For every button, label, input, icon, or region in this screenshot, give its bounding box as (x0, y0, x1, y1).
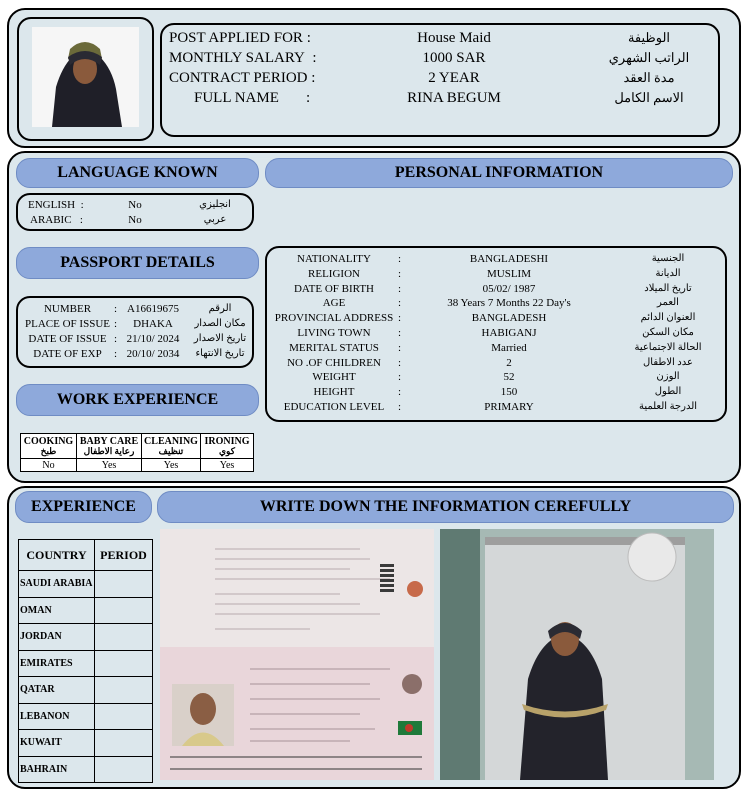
passport-number-value: A16619675 (127, 303, 179, 315)
personal-title: PERSONAL INFORMATION (265, 158, 733, 188)
lang-english-arabic: انجليزي (199, 199, 231, 210)
table-row: SAUDI ARABIA (19, 571, 153, 598)
table-row: JORDAN (19, 624, 153, 651)
skill-cooking-value: No (21, 459, 77, 472)
lang-arabic-label: ARABIC : (30, 214, 83, 226)
skill-babycare-value: Yes (77, 459, 142, 472)
table-row: BAHRAIN (19, 756, 153, 783)
table-row: KUWAIT (19, 730, 153, 757)
table-row: EMIRATES (19, 650, 153, 677)
experience-table (18, 539, 153, 783)
passport-issue-colon: : (114, 333, 118, 345)
skills-header-row (21, 434, 254, 459)
salary-arabic: الراتب الشهري (608, 50, 690, 65)
lang-arabic-arabic: عربي (203, 214, 227, 225)
candidate-photo (32, 27, 139, 127)
personal-row: MERITAL STATUS : Married الحالة الاجتماعية (289, 341, 702, 354)
passport-place-arabic: مكان الصدار (194, 318, 246, 329)
table-row: OMAN (19, 597, 153, 624)
period-header: PERIOD (95, 540, 153, 571)
passport-exp-colon: : (114, 348, 118, 360)
skills-table (20, 433, 254, 472)
experience-title: EXPERIENCE (15, 491, 152, 523)
country-header: COUNTRY (19, 540, 95, 571)
skill-ironing-value: Yes (201, 459, 254, 472)
fullname-colon: : (306, 90, 311, 106)
personal-row: EDUCATION LEVEL : PRIMARY الدرجة العلمية (283, 400, 698, 413)
passport-number-label: NUMBER (43, 303, 92, 315)
personal-row: DATE OF BIRTH : 05/02/ 1987 تاريخ الميلاد (293, 282, 692, 295)
lang-english-label: ENGLISH : (28, 199, 84, 211)
notice-title: WRITE DOWN THE INFORMATION CEREFULLY (157, 491, 734, 523)
passport-scan-image (160, 529, 434, 780)
contract-arabic: مدة العقد (623, 70, 675, 85)
passport-exp-arabic: تاريخ الانتهاء (195, 348, 245, 359)
salary-value: 1000 SAR (422, 50, 486, 66)
fullname-label: FULL NAME (194, 90, 279, 106)
passport-issue-value: 21/10/ 2024 (126, 333, 180, 345)
table-row: QATAR (19, 677, 153, 704)
passport-number-colon: : (114, 303, 118, 315)
passport-issue-arabic: تاريخ الاصدار (193, 333, 247, 344)
post-arabic: الوظيفة (627, 30, 671, 45)
personal-row: LIVING TOWN : HABIGANJ مكان السكن (297, 326, 694, 339)
fullname-value: RINA BEGUM (407, 90, 501, 106)
passport-place-colon: : (114, 318, 118, 330)
personal-rows (268, 252, 724, 415)
personal-row: NATIONALITY : BANGLADESHI الجنسية (297, 253, 685, 265)
post-value: House Maid (417, 30, 491, 46)
passport-number-arabic: الرقم (208, 303, 232, 314)
personal-row: WEIGHT : 52 الوزن (312, 371, 680, 384)
skill-babycare: BABY CARE رعاية الاطفال (77, 434, 142, 459)
passport-exp-value: 20/10/ 2034 (126, 348, 180, 360)
personal-row: NO .OF CHILDREN : 2 عدد الاطفال (287, 356, 693, 369)
experience-header-row (19, 540, 153, 571)
language-title: LANGUAGE KNOWN (16, 158, 259, 188)
skill-cleaning-value: Yes (142, 459, 201, 472)
passport-issue-label: DATE OF ISSUE (28, 333, 107, 345)
contract-value: 2 YEAR (428, 70, 480, 86)
passport-place-value: DHAKA (133, 318, 173, 330)
personal-row: RELIGION : MUSLIM الديانة (308, 267, 681, 280)
personal-row: PROVINCIAL ADDRESS : BANGLADESH العنوان الدائم (274, 312, 696, 325)
contract-label: CONTRACT PERIOD : (169, 70, 316, 86)
table-row: LEBANON (19, 703, 153, 730)
work-title: WORK EXPERIENCE (16, 384, 259, 416)
post-label: POST APPLIED FOR : (169, 30, 311, 46)
personal-row: AGE : 38 Years 7 Months 22 Day's العمر (322, 297, 679, 310)
full-body-photo (440, 529, 714, 780)
passport-place-label: PLACE OF ISSUE (25, 318, 110, 330)
skill-ironing: IRONING كوي (201, 434, 254, 459)
lang-english-value: No (128, 199, 142, 211)
personal-row: HEIGHT : 150 الطول (313, 386, 682, 399)
skill-cleaning: CLEANING تنظيف (142, 434, 201, 459)
lang-arabic-value: No (128, 214, 142, 226)
passport-title: PASSPORT DETAILS (16, 247, 259, 279)
fullname-arabic: الاسم الكامل (614, 90, 684, 105)
header-panel (7, 8, 741, 148)
skills-value-row (21, 459, 254, 472)
salary-label: MONTHLY SALARY : (169, 50, 317, 66)
passport-exp-label: DATE OF EXP (33, 348, 102, 360)
skill-cooking: COOKING طبخ (21, 434, 77, 459)
